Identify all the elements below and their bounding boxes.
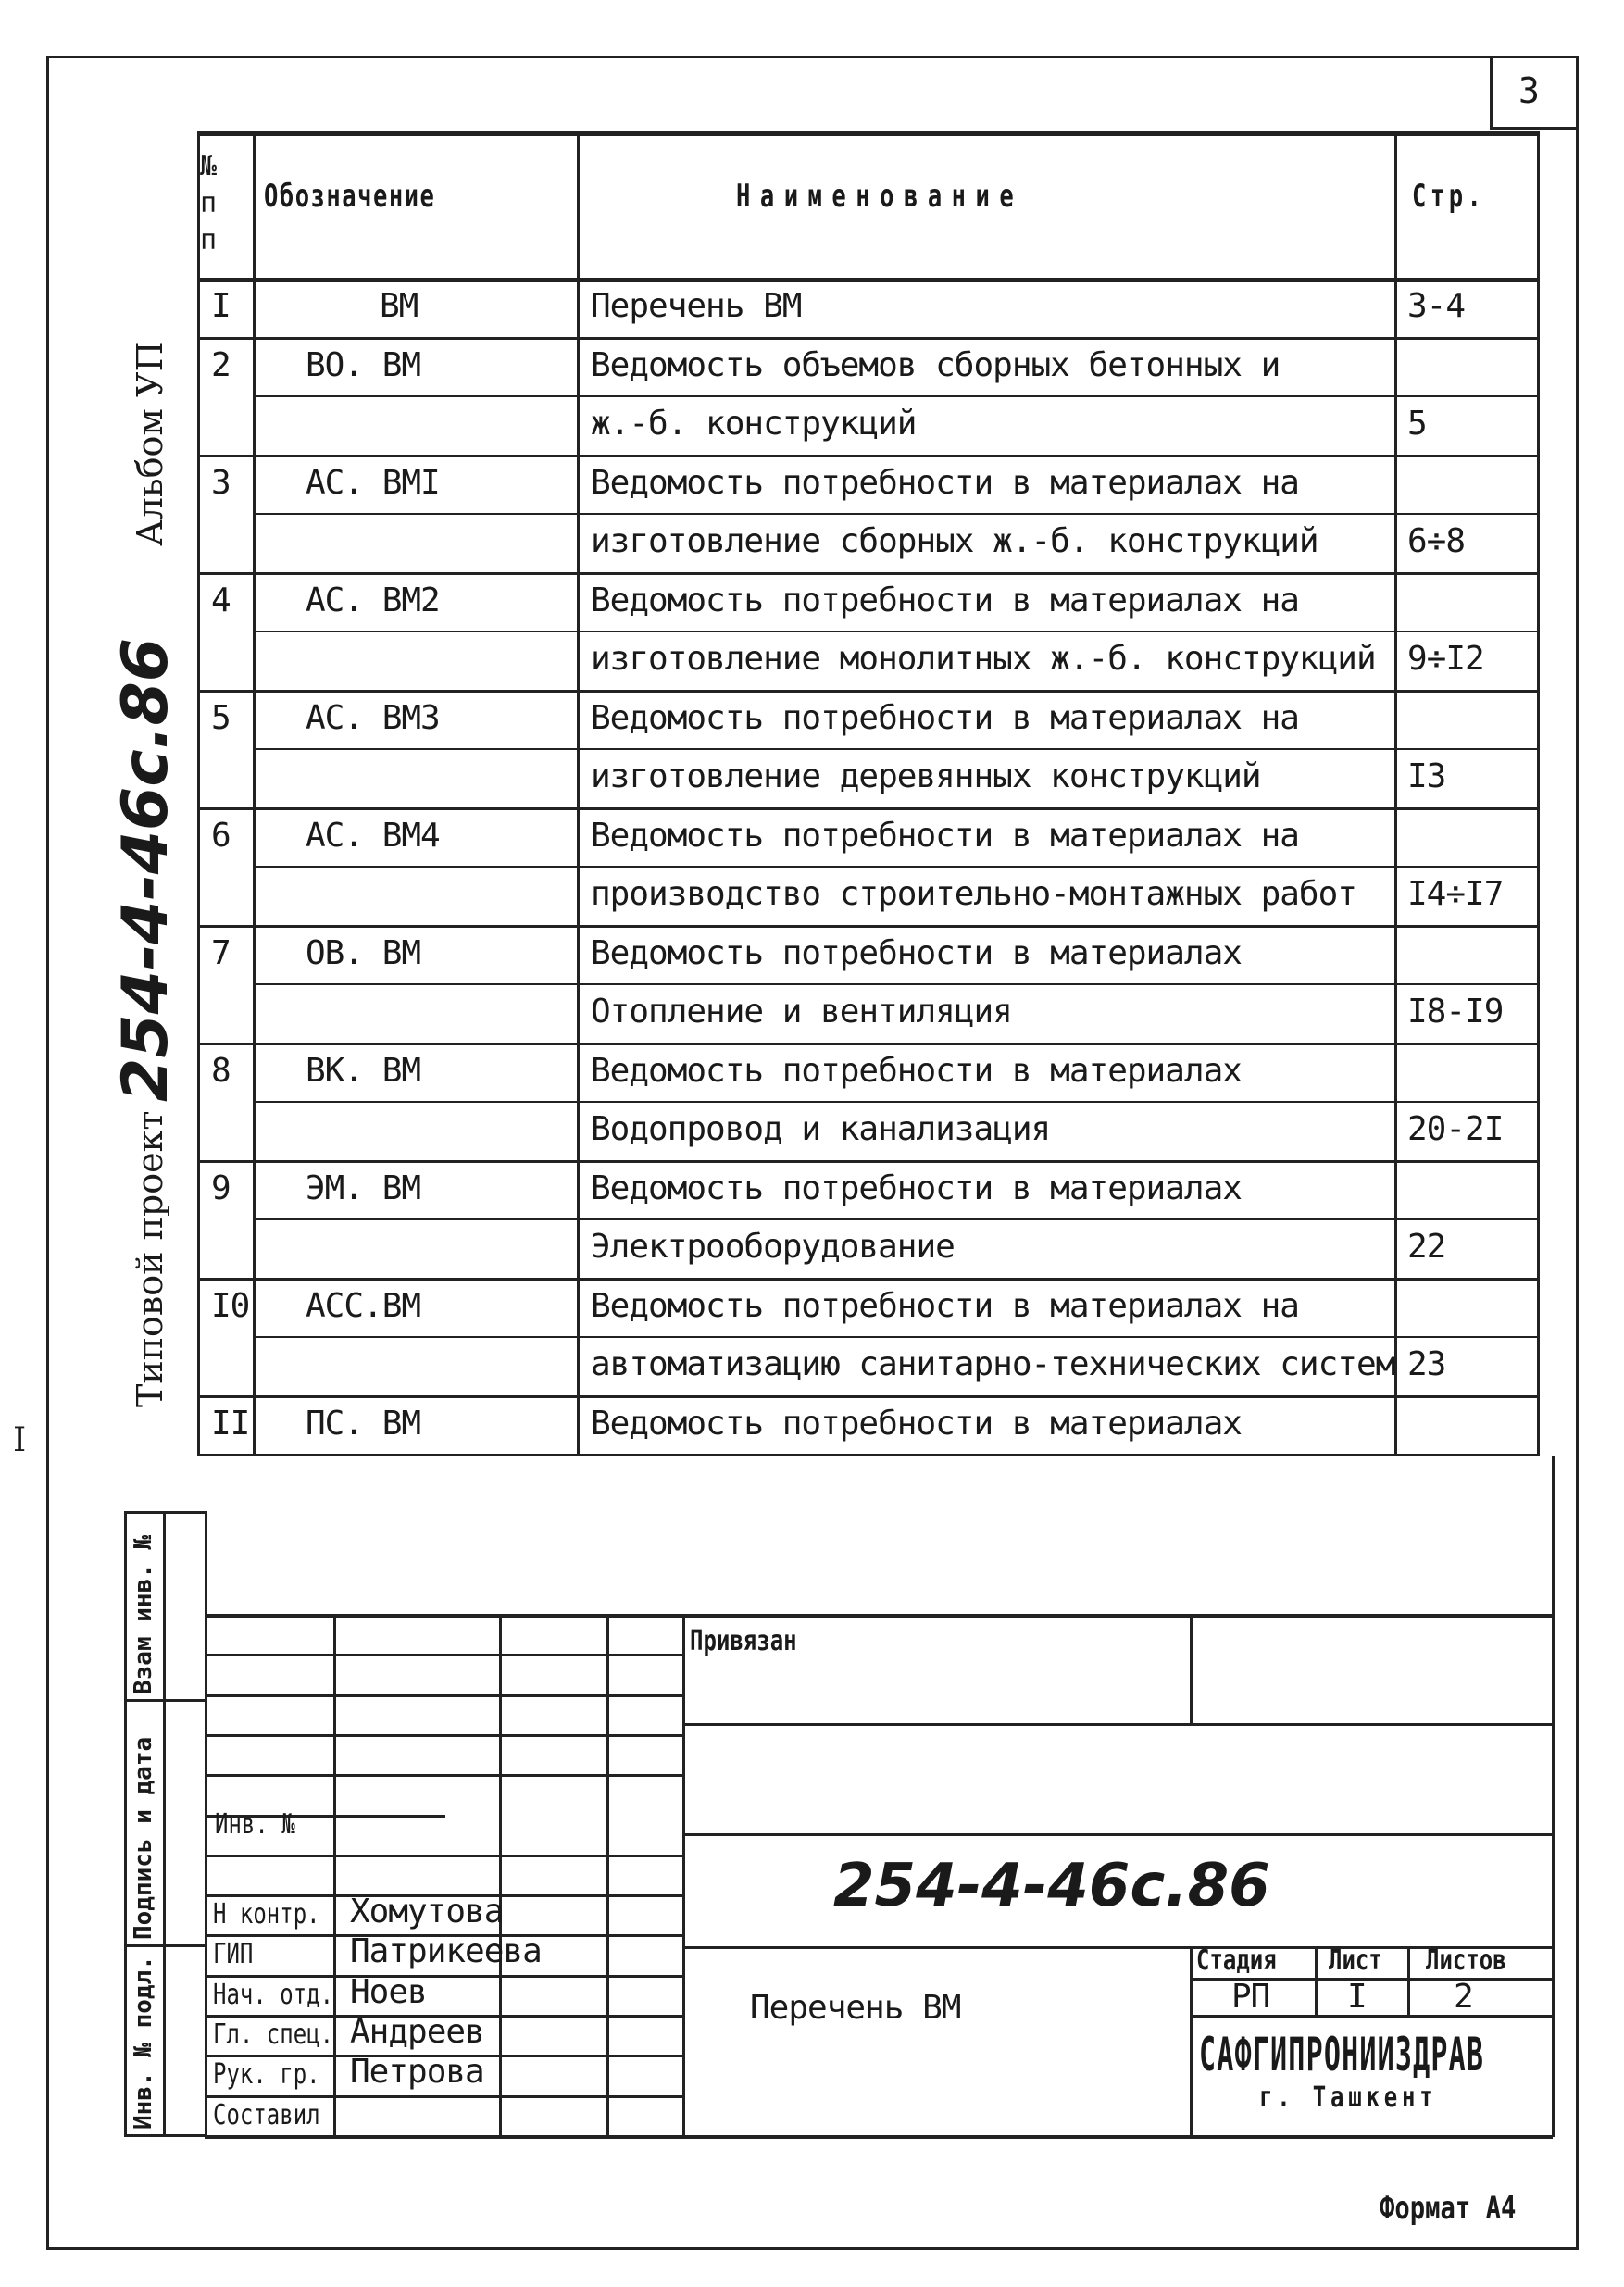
- person-name: Хомутова: [350, 1893, 504, 1931]
- row-designation: АСС.ВМ: [306, 1286, 421, 1325]
- linked-label: Привязан: [690, 1625, 797, 1657]
- role-label: Рук. гр.: [213, 2058, 320, 2092]
- strip-label-inv: Инв. № подл.: [130, 1956, 157, 2130]
- row-number: 8: [211, 1051, 231, 1090]
- row-page: 20-2I: [1407, 1110, 1504, 1148]
- row-designation: ЭМ. ВМ: [306, 1168, 421, 1207]
- row-name-line: Ведомость потребности в материалах: [591, 933, 1242, 972]
- inv-label: Инв. №: [215, 1808, 295, 1841]
- row-name-line: Ведомость потребности в материалах на: [591, 463, 1299, 502]
- header-designation: Обозначение: [264, 178, 436, 215]
- row-designation: АС. ВМ4: [306, 816, 440, 855]
- album-label: Альбом УП: [130, 341, 170, 546]
- stage-value: РП: [1231, 1978, 1270, 2016]
- header-num: № п п: [200, 150, 217, 256]
- person-name: Патрикеева: [350, 1932, 542, 1971]
- row-page: I4÷I7: [1407, 875, 1504, 913]
- row-designation: ОВ. ВМ: [306, 933, 421, 972]
- row-name-line: изготовление монолитных ж.-б. конструкций: [591, 640, 1376, 678]
- row-name-line: Ведомость потребности в материалах: [591, 1404, 1242, 1443]
- row-page: 23: [1407, 1345, 1446, 1383]
- row-name-line: Ведомость потребности в материалах: [591, 1051, 1242, 1090]
- role-label: Гл. спец.: [213, 2018, 334, 2051]
- organization: САФГИПРОНИИЗДРАВ: [1199, 2028, 1485, 2081]
- row-page: 5: [1407, 405, 1427, 443]
- row-designation: АС. ВМ2: [306, 581, 440, 619]
- row-number: I: [211, 287, 231, 325]
- row-name-line: изготовление сборных ж.-б. конструкций: [591, 522, 1318, 560]
- person-name: Петрова: [350, 2053, 484, 2092]
- row-number: 7: [211, 933, 231, 972]
- row-number: 4: [211, 581, 231, 619]
- row-name-line: Отопление и вентиляция: [591, 993, 1012, 1031]
- row-name-line: Ведомость объемов сборных бетонных и: [591, 345, 1280, 384]
- row-page: I8-I9: [1407, 993, 1504, 1031]
- strip-label-replace: Взам инв. №: [130, 1534, 157, 1694]
- person-name: Ноев: [350, 1972, 427, 2011]
- row-page: 22: [1407, 1228, 1446, 1266]
- person-name: Андреев: [350, 2013, 484, 2051]
- row-name-line: Ведомость потребности в материалах на: [591, 816, 1299, 855]
- row-number: 5: [211, 698, 231, 737]
- row-name-line: Водопровод и канализация: [591, 1110, 1051, 1148]
- row-name-line: Ведомость потребности в материалах на: [591, 698, 1299, 737]
- row-page: 6÷8: [1407, 522, 1466, 560]
- row-name-line: автоматизацию санитарно-технических систем: [591, 1345, 1395, 1383]
- row-number: II: [211, 1404, 250, 1443]
- row-page: 3-4: [1407, 287, 1466, 325]
- row-number: 6: [211, 816, 231, 855]
- role-label: Н контр.: [213, 1898, 320, 1931]
- row-name-line: Ведомость потребности в материалах: [591, 1168, 1242, 1207]
- role-label: Составил: [213, 2098, 320, 2131]
- row-name-line: Перечень ВМ: [591, 287, 802, 325]
- role-label: ГИП: [213, 1938, 254, 1971]
- row-name-line: Ведомость потребности в материалах на: [591, 1286, 1299, 1325]
- row-name-line: изготовление деревянных конструкций: [591, 757, 1261, 795]
- page-number: 3: [1518, 70, 1539, 111]
- project-code-handwritten: 254-4-46с.86: [109, 637, 182, 1102]
- header-page: Стр.: [1412, 178, 1486, 215]
- row-designation: ВМ: [380, 287, 418, 325]
- row-designation: АС. ВМ3: [306, 698, 440, 737]
- row-number: 9: [211, 1168, 231, 1207]
- header-name: Наименование: [736, 178, 1024, 215]
- sheet-header: Лист: [1329, 1944, 1382, 1977]
- row-name-line: Электрооборудование: [591, 1228, 955, 1266]
- sheets-value: 2: [1454, 1978, 1473, 2016]
- format-label: Формат А4: [1380, 2190, 1517, 2227]
- role-label: Нач. отд.: [213, 1978, 334, 2011]
- sheets-header: Листов: [1426, 1944, 1506, 1977]
- row-name-line: Ведомость потребности в материалах на: [591, 581, 1299, 619]
- row-page: I3: [1407, 757, 1446, 795]
- document-code: 254-4-46с.86: [833, 1852, 1270, 1920]
- row-designation: АС. ВМI: [306, 463, 440, 502]
- row-page: 9÷I2: [1407, 640, 1484, 678]
- row-designation: ПС. ВМ: [306, 1404, 421, 1443]
- margin-mark: I: [13, 1421, 27, 1459]
- row-designation: ВК. ВМ: [306, 1051, 421, 1090]
- row-number: 2: [211, 345, 231, 384]
- sheet-value: I: [1347, 1978, 1367, 2016]
- stage-header: Стадия: [1196, 1944, 1277, 1977]
- project-type-label: Типовой проект: [130, 1110, 170, 1407]
- row-name-line: ж.-б. конструкций: [591, 405, 917, 443]
- document-name: Перечень ВМ: [750, 1989, 961, 2027]
- city: г. Ташкент: [1259, 2081, 1438, 2114]
- row-number: 3: [211, 463, 231, 502]
- row-name-line: производство строительно-монтажных работ: [591, 875, 1356, 913]
- strip-label-signature: Подпись и дата: [130, 1736, 157, 1940]
- row-number: I0: [211, 1286, 250, 1325]
- row-designation: ВО. ВМ: [306, 345, 421, 384]
